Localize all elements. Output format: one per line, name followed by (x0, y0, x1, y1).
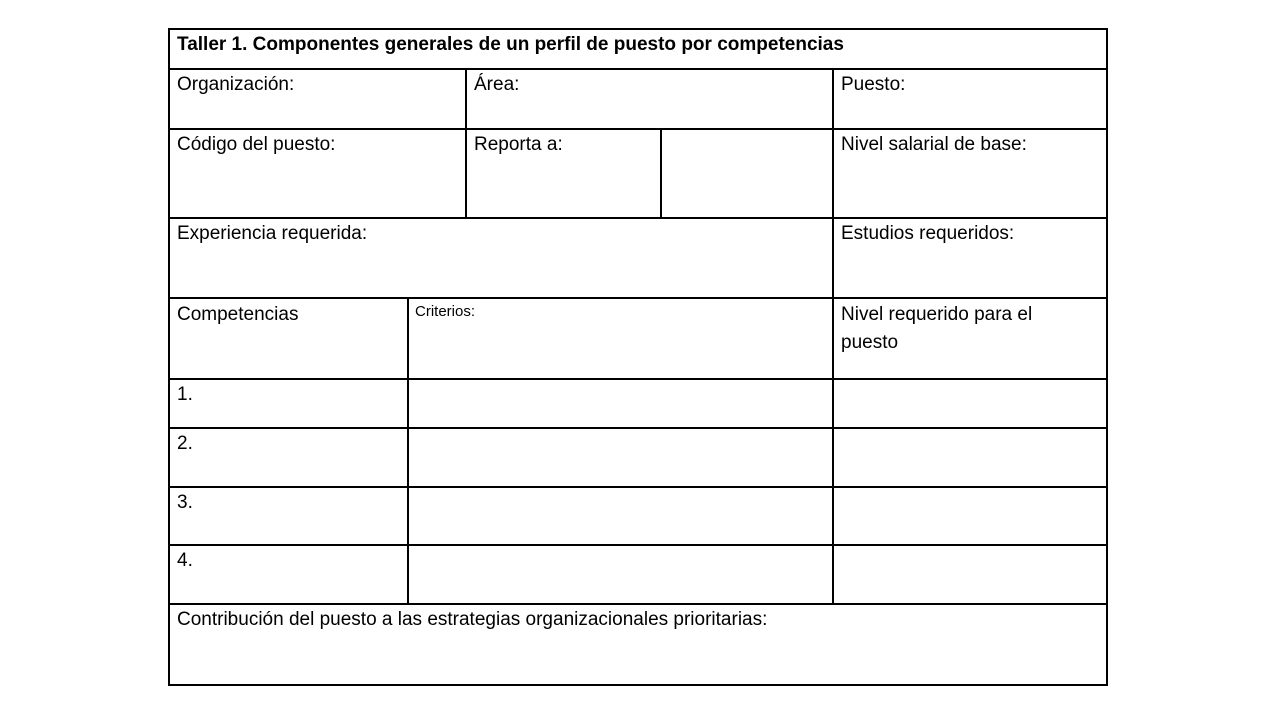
row-divider (168, 128, 1108, 130)
reporta-label: Reporta a: (474, 134, 563, 155)
criterios-label: Criterios: (415, 303, 476, 320)
column-divider (832, 68, 834, 605)
competencias-label: Competencias (177, 304, 299, 325)
table-border-bottom (168, 684, 1108, 686)
table-border-left (168, 28, 170, 686)
column-divider (660, 128, 662, 219)
competency-row-number: 3. (177, 492, 193, 513)
competency-row-number: 1. (177, 384, 193, 405)
table-border-right (1106, 28, 1108, 686)
competency-profile-form (168, 28, 1108, 686)
nivel-requerido-label: Nivel requerido para el puesto (841, 304, 1033, 353)
row-divider (168, 378, 1108, 380)
row-divider (168, 544, 1108, 546)
puesto-label: Puesto: (841, 74, 906, 95)
column-divider (465, 68, 467, 219)
competency-row-number: 4. (177, 550, 193, 571)
row-divider (168, 217, 1108, 219)
table-border-top (168, 28, 1108, 30)
row-divider (168, 603, 1108, 605)
area-label: Área: (474, 74, 520, 95)
row-divider (168, 427, 1108, 429)
competency-row-number: 2. (177, 433, 193, 454)
estudios-label: Estudios requeridos: (841, 223, 1015, 244)
row-divider (168, 297, 1108, 299)
row-divider (168, 68, 1108, 70)
contribucion-label: Contribución del puesto a las estrategias organizacionales prioritarias: (177, 609, 768, 630)
nivel-salarial-label: Nivel salarial de base: (841, 134, 1027, 155)
column-divider (407, 297, 409, 605)
organizacion-label: Organización: (177, 74, 295, 95)
form-title: Taller 1. Componentes generales de un perfil de puesto por competencias (177, 34, 844, 55)
experiencia-label: Experiencia requerida: (177, 223, 368, 244)
row-divider (168, 486, 1108, 488)
codigo-label: Código del puesto: (177, 134, 336, 155)
